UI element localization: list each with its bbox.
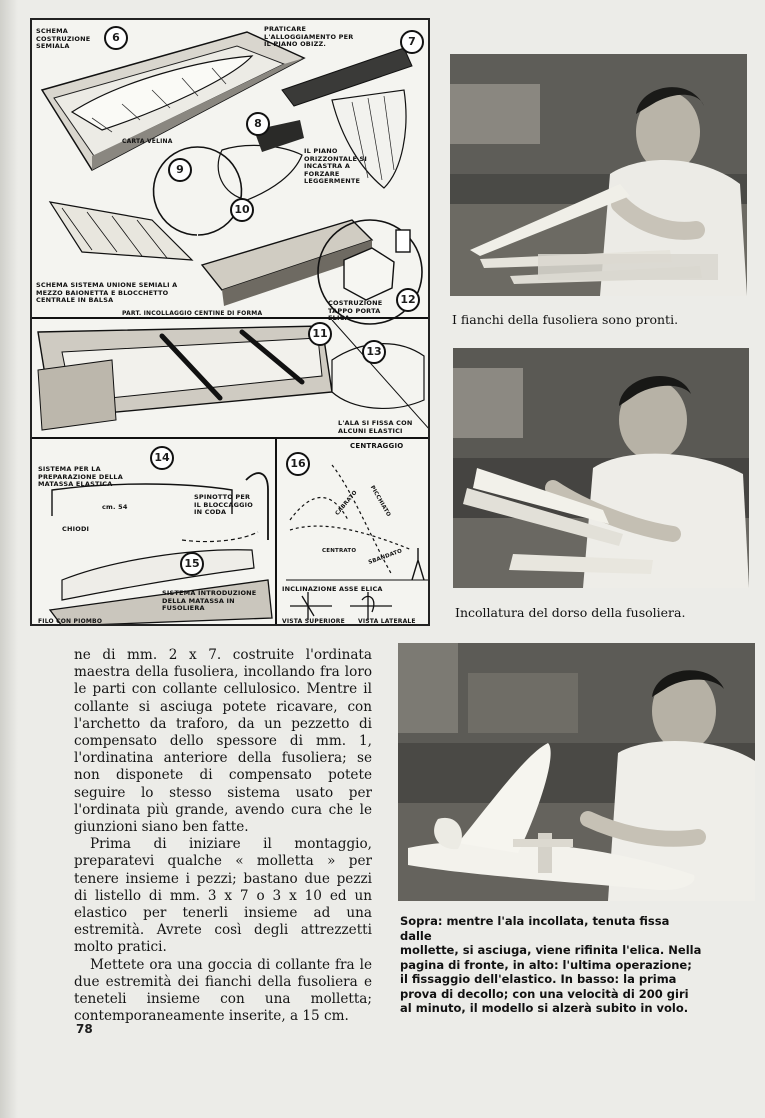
label-vista-superiore: VISTA SUPERIORE [282,618,345,625]
body-paragraph-2: Prima di iniziare il montaggio, preparatevi qualche « molletta » per tenere insieme i pezzi; bastano due pezzi di listello di mm. 3 x 7 o 3 x 10 ed un elastico per tenerli insieme ad una estremità. Avrete così degli attrezzetti molto pratici. [74,836,372,956]
caption-photo-3-line-4: il fissaggio dell'elastico. In basso: la prima [400,972,677,986]
label-ala-fissa: L'ALA SI FISSA CON ALCUNI ELASTICI [338,419,413,435]
photo-fuselage-sides [450,54,747,296]
caption-photo-3 [400,914,705,1016]
figure-number-10: 10 [230,198,254,222]
label-cabrato: CABRATO [334,489,359,517]
label-carta-velina: CARTA VELINA [122,138,173,145]
label-vista-laterale: VISTA LATERALE [358,618,416,625]
figure-number-14: 14 [150,446,174,470]
body-paragraph-3: Mettete ora una goccia di collante fra le due estremità dei fianchi della fusoliera e teneteli insieme con una molletta; contemporaneamente inserite, a 15 cm. [74,956,372,1025]
figure-number-11: 11 [308,322,332,346]
label-cm54: cm. 54 [102,503,128,511]
label-schema-costruzione: SCHEMA COSTRUZIONE SEMIALA [36,27,91,50]
label-sistema-introduzione: SISTEMA INTRODUZIONE DELLA MATASSA IN FUSOLIERA [162,589,257,612]
label-chiodi: CHIODI [62,525,90,533]
label-piano-orizzontale: IL PIANO ORIZZONTALE SI INCASTRA A FORZARE LEGGERMENTE [304,147,368,185]
photo-wing-drying-propeller [398,643,755,901]
construction-diagram [30,18,430,626]
label-spinotto: SPINOTTO PER IL BLOCCAGGIO IN CODA [194,493,253,516]
caption-photo-1: I fianchi della fusoliera sono pronti. [452,312,679,327]
figure-number-13: 13 [362,340,386,364]
caption-photo-3-line-3: pagina di fronte, in alto: l'ultima operazione; [400,957,692,972]
body-paragraph-1: ne di mm. 2 x 7. costruite l'ordinata maestra della fusoliera, incollando fra loro le parti con collante cellulosico. Mentre il collante si asciuga potete ricavare, con l'archetto da traforo, da un pezzetto di compensato dello spessore di mm. 1, l'ordinatina anteriore della fusoliera; se non disponete di compensato potete seguire lo stesso sistema usato per l'ordinata più grande, avendo cura che le giunzioni siano ben fatte. [74,647,372,836]
label-sbandato: SBANDATO [367,548,404,566]
page-number: 78 [76,1022,93,1036]
caption-photo-3-line-1: Sopra: mentre l'ala incollata, tenuta fissa dalle [400,914,670,943]
label-praticare: PRATICARE L'ALLOGGIAMENTO PER IL PIANO OBIZZ. [264,25,354,48]
figure-number-12: 12 [396,288,420,312]
label-part-incollaggio: PART. INCOLLAGGIO CENTINE DI FORMA [122,310,263,317]
figure-number-9: 9 [168,158,192,182]
label-sistema-preparazione: SISTEMA PER LA PREPARAZIONE DELLA MATASSA ELASTICA [38,465,123,488]
article-body [74,647,372,1025]
page-edge-shadow [0,0,18,1118]
figure-number-7: 7 [400,30,424,54]
label-costruzione-tappo: COSTRUZIONE TAPPO PORTA ELICA [328,299,383,322]
caption-photo-3-line-2: mollette, si asciuga, viene rifinita l'elica. Nella [400,943,702,957]
label-centrato: CENTRATO [322,548,357,554]
figure-number-6: 6 [104,26,128,50]
figure-number-8: 8 [246,112,270,136]
diagram-drawing [32,20,430,626]
figure-number-15: 15 [180,552,204,576]
label-picchiato: PICCHIATO [368,484,392,518]
caption-photo-3-line-6: al minuto, il modello si alzerà subito in volo. [400,1001,689,1015]
label-centraggio: CENTRAGGIO [350,442,404,450]
figure-number-16: 16 [286,452,310,476]
photo-gluing-fuselage-back [453,348,749,588]
label-filo-piombo: FILO CON PIOMBO [38,618,103,625]
label-schema-sistema: SCHEMA SISTEMA UNIONE SEMIALI A MEZZO BAIONETTA E BLOCCHETTO CENTRALE IN BALSA [36,281,178,304]
caption-photo-2: Incollatura del dorso della fusoliera. [455,605,686,620]
caption-photo-3-line-5: prova di decollo; con una velocità di 200 giri [400,986,689,1001]
label-inclinazione: INCLINAZIONE ASSE ELICA [282,585,383,593]
